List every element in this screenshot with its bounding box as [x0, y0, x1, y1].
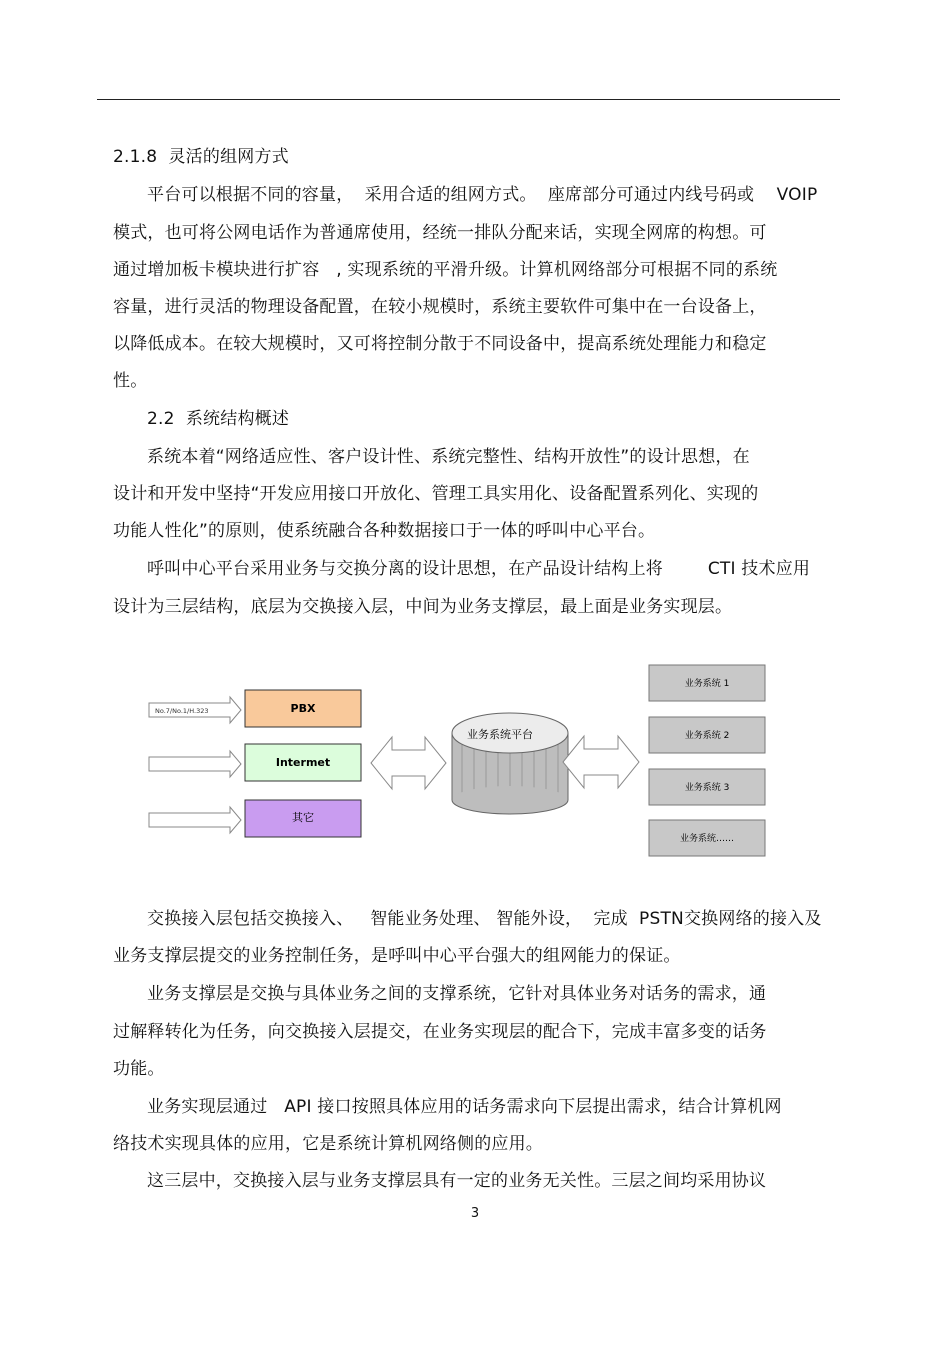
input-label: No.7/No.1/H.323	[155, 707, 209, 715]
paragraph-line: 性。	[113, 371, 148, 391]
paragraph-line: 络技术实现具体的应用，它是系统计算机网络侧的应用。	[113, 1134, 543, 1154]
other-label: 其它	[292, 811, 314, 824]
paragraph-line: 业务支撑层是交换与具体业务之间的支撑系统，它针对具体业务对话务的需求，通	[147, 984, 767, 1004]
paragraph-line: 功能人性化”的原则，使系统融合各种数据接口于一体的呼叫中心平台。	[113, 521, 656, 541]
business-system-label: 业务系统 3	[684, 783, 730, 793]
paragraph-line: 平台可以根据不同的容量， 采用合适的组网方式。 座席部分可通过内线号码或 VOIP	[147, 185, 818, 205]
business-system-label: 业务系统……	[679, 834, 735, 844]
heading-2-1-8: 2.1.8 灵活的组网方式	[113, 147, 289, 167]
business-system-label: 业务系统 1	[684, 679, 730, 689]
paragraph-line: 业务支撑层提交的业务控制任务，是呼叫中心平台强大的组网能力的保证。	[113, 946, 681, 966]
business-system-label: 业务系统 2	[684, 731, 730, 741]
internet-label: Intermet	[275, 756, 331, 769]
input-arrow	[149, 807, 241, 833]
page-number: 3	[470, 1206, 480, 1221]
paragraph-line: 交换接入层包括交换接入、 智能业务处理、 智能外设， 完成 PSTN交换网络的接入及	[147, 909, 822, 929]
paragraph-line: 设计为三层结构，底层为交换接入层，中间为业务支撑层，最上面是业务实现层。	[113, 597, 733, 617]
paragraph-line: 这三层中，交换接入层与业务支撑层具有一定的业务无关性。三层之间均采用协议	[147, 1171, 767, 1191]
paragraph-line: 业务实现层通过 API 接口按照具体应用的话务需求向下层提出需求，结合计算机网	[147, 1097, 782, 1117]
paragraph-line: 模式，也可将公网电话作为普通席使用，经统一排队分配来话，实现全网席的构想。可	[113, 223, 767, 243]
paragraph-line: 过解释转化为任务，向交换接入层提交，在业务实现层的配合下，完成丰富多变的话务	[113, 1022, 767, 1042]
input-arrow	[149, 751, 241, 777]
paragraph-line: 系统本着“网络适应性、客户设计性、系统完整性、结构开放性”的设计思想，在	[147, 447, 750, 467]
right-double-arrow	[563, 736, 639, 788]
left-double-arrow	[371, 737, 446, 789]
heading-2-2: 2.2 系统结构概述	[147, 409, 290, 429]
paragraph-line: 设计和开发中坚持“开发应用接口开放化、管理工具实用化、设备配置系列化、实现的	[113, 484, 759, 504]
paragraph-line: 呼叫中心平台采用业务与交换分离的设计思想，在产品设计结构上将 CTI 技术应用	[147, 559, 811, 579]
paragraph-line: 通过增加板卡模块进行扩容 , 实现系统的平滑升级。计算机网络部分可根据不同的系统	[113, 260, 778, 280]
paragraph-line: 功能。	[113, 1059, 165, 1079]
platform-label: 业务系统平台	[467, 728, 533, 741]
paragraph-line: 以降低成本。在较大规模时，又可将控制分散于不同设备中，提高系统处理能力和稳定	[113, 334, 767, 354]
pbx-label: PBX	[290, 702, 316, 715]
paragraph-line: 容量，进行灵活的物理设备配置，在较小规模时，系统主要软件可集中在一台设备上，	[113, 297, 767, 317]
